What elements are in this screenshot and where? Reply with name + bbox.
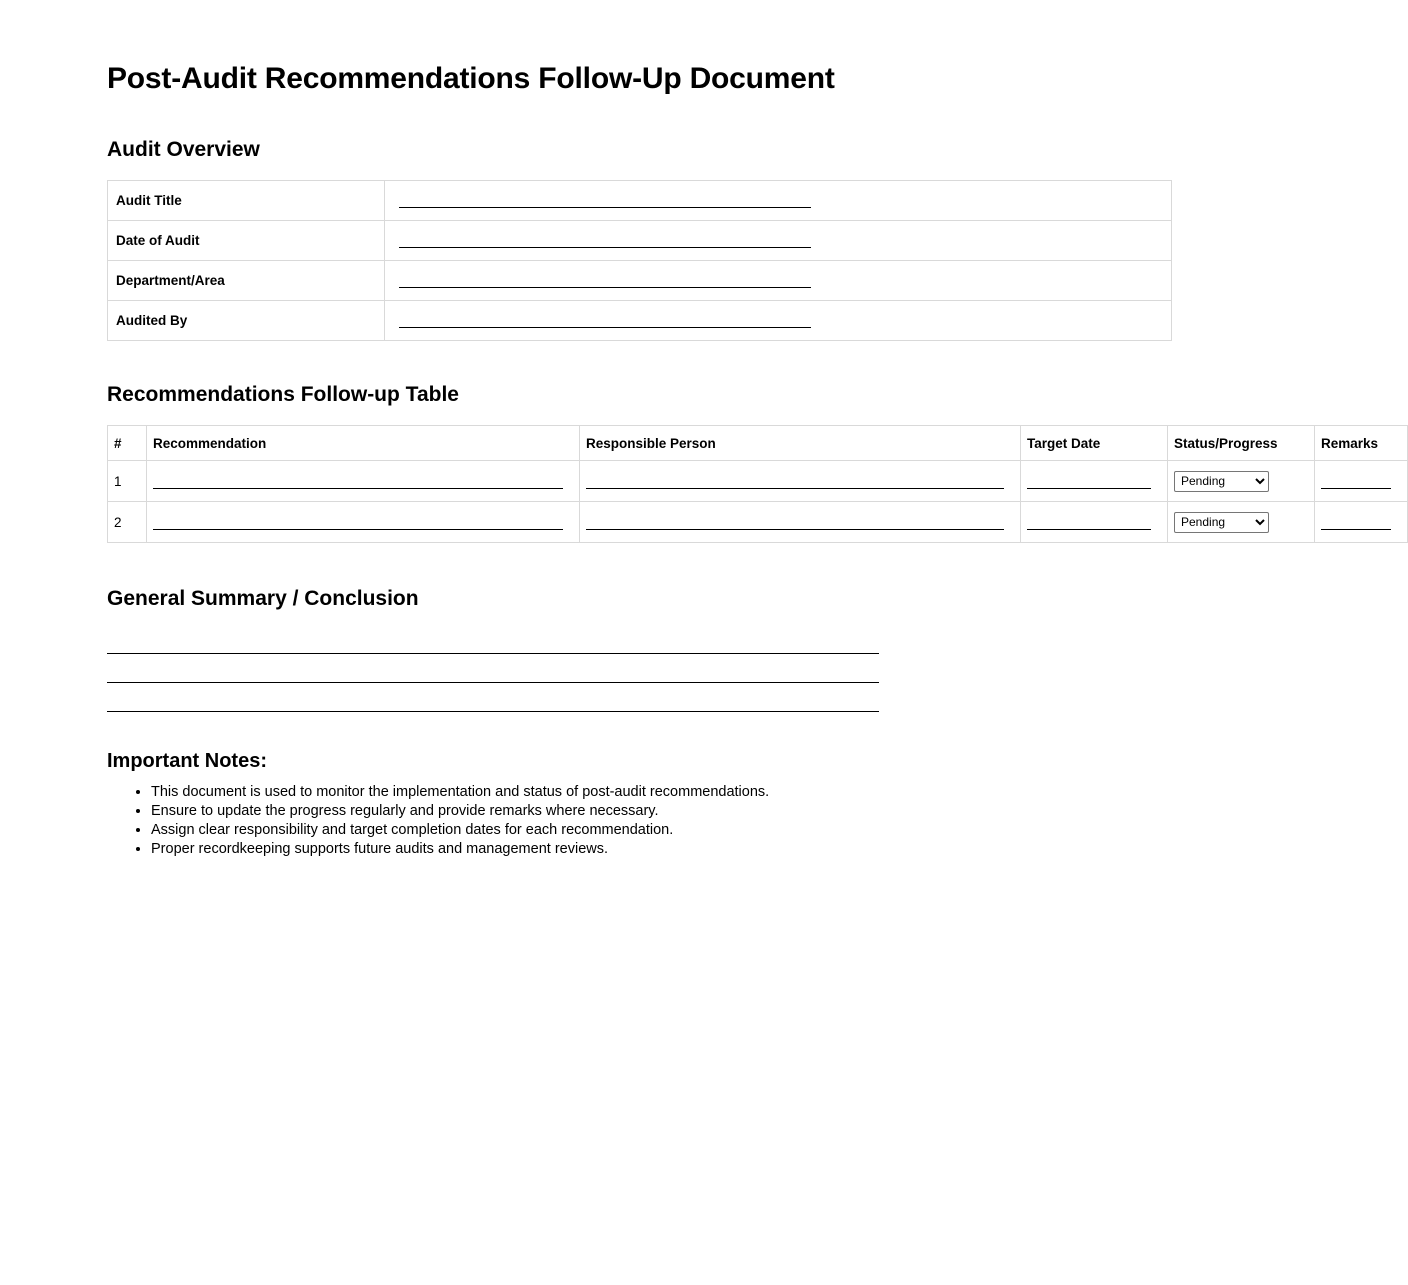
column-header-recommendation: Recommendation	[147, 426, 580, 461]
row-number: 2	[108, 502, 147, 543]
status-progress-field[interactable]	[1168, 502, 1315, 543]
date-of-audit-input-line[interactable]	[399, 234, 811, 248]
audit-overview-heading: Audit Overview	[107, 138, 260, 161]
status-progress-field[interactable]	[1168, 461, 1315, 502]
recommendation-input-line[interactable]	[153, 475, 563, 489]
target-date-input-line[interactable]	[1027, 475, 1151, 489]
audited-by-input-line[interactable]	[399, 314, 811, 328]
table-header-row	[108, 426, 1408, 461]
column-header-status-progress: Status/Progress	[1168, 426, 1315, 461]
row-number: 1	[108, 461, 147, 502]
audit-title-input-line[interactable]	[399, 194, 811, 208]
list-item: • This document is used to monitor the implementation and status of post-audit recommendations.	[151, 783, 1278, 802]
audited-by-label: Audited By	[108, 301, 385, 341]
status-select[interactable]	[1174, 471, 1269, 492]
recommendation-field[interactable]	[147, 461, 580, 502]
recommendation-field[interactable]	[147, 502, 580, 543]
remarks-input-line[interactable]	[1321, 516, 1391, 530]
list-item: • Proper recordkeeping supports future audits and management reviews.	[151, 840, 1278, 859]
responsible-person-field[interactable]	[580, 461, 1021, 502]
notes-list	[107, 783, 1278, 859]
remarks-input-line[interactable]	[1321, 475, 1391, 489]
table-row	[108, 181, 1172, 221]
department-area-input-line[interactable]	[399, 274, 811, 288]
summary-input-area[interactable]	[107, 625, 1278, 712]
target-date-field[interactable]	[1021, 461, 1168, 502]
department-area-field[interactable]	[385, 261, 1172, 301]
page-title: Post-Audit Recommendations Follow-Up Document	[107, 62, 835, 95]
column-header-responsible-person: Responsible Person	[580, 426, 1021, 461]
target-date-field[interactable]	[1021, 502, 1168, 543]
table-row	[108, 221, 1172, 261]
notes-heading: Important Notes:	[107, 750, 267, 772]
remarks-field[interactable]	[1315, 461, 1408, 502]
column-header-number: #	[108, 426, 147, 461]
remarks-field[interactable]	[1315, 502, 1408, 543]
status-select[interactable]	[1174, 512, 1269, 533]
audit-title-field[interactable]	[385, 181, 1172, 221]
list-item: • Assign clear responsibility and target completion dates for each recommendation.	[151, 821, 1278, 840]
department-area-label: Department/Area	[108, 261, 385, 301]
summary-line-1[interactable]	[107, 625, 879, 654]
list-item: • Ensure to update the progress regularly and provide remarks where necessary.	[151, 802, 1278, 821]
table-row	[108, 502, 1408, 543]
recommendations-table	[107, 425, 1408, 543]
column-header-target-date: Target Date	[1021, 426, 1168, 461]
target-date-input-line[interactable]	[1027, 516, 1151, 530]
table-row	[108, 261, 1172, 301]
date-of-audit-field[interactable]	[385, 221, 1172, 261]
recommendations-heading: Recommendations Follow-up Table	[107, 383, 459, 406]
audit-title-label: Audit Title	[108, 181, 385, 221]
table-row	[108, 461, 1408, 502]
summary-heading: General Summary / Conclusion	[107, 587, 419, 610]
audit-overview-table	[107, 180, 1172, 341]
responsible-person-field[interactable]	[580, 502, 1021, 543]
recommendation-input-line[interactable]	[153, 516, 563, 530]
responsible-person-input-line[interactable]	[586, 475, 1004, 489]
date-of-audit-label: Date of Audit	[108, 221, 385, 261]
summary-line-3[interactable]	[107, 683, 879, 712]
summary-line-2[interactable]	[107, 654, 879, 683]
table-row	[108, 301, 1172, 341]
audited-by-field[interactable]	[385, 301, 1172, 341]
responsible-person-input-line[interactable]	[586, 516, 1004, 530]
column-header-remarks: Remarks	[1315, 426, 1408, 461]
